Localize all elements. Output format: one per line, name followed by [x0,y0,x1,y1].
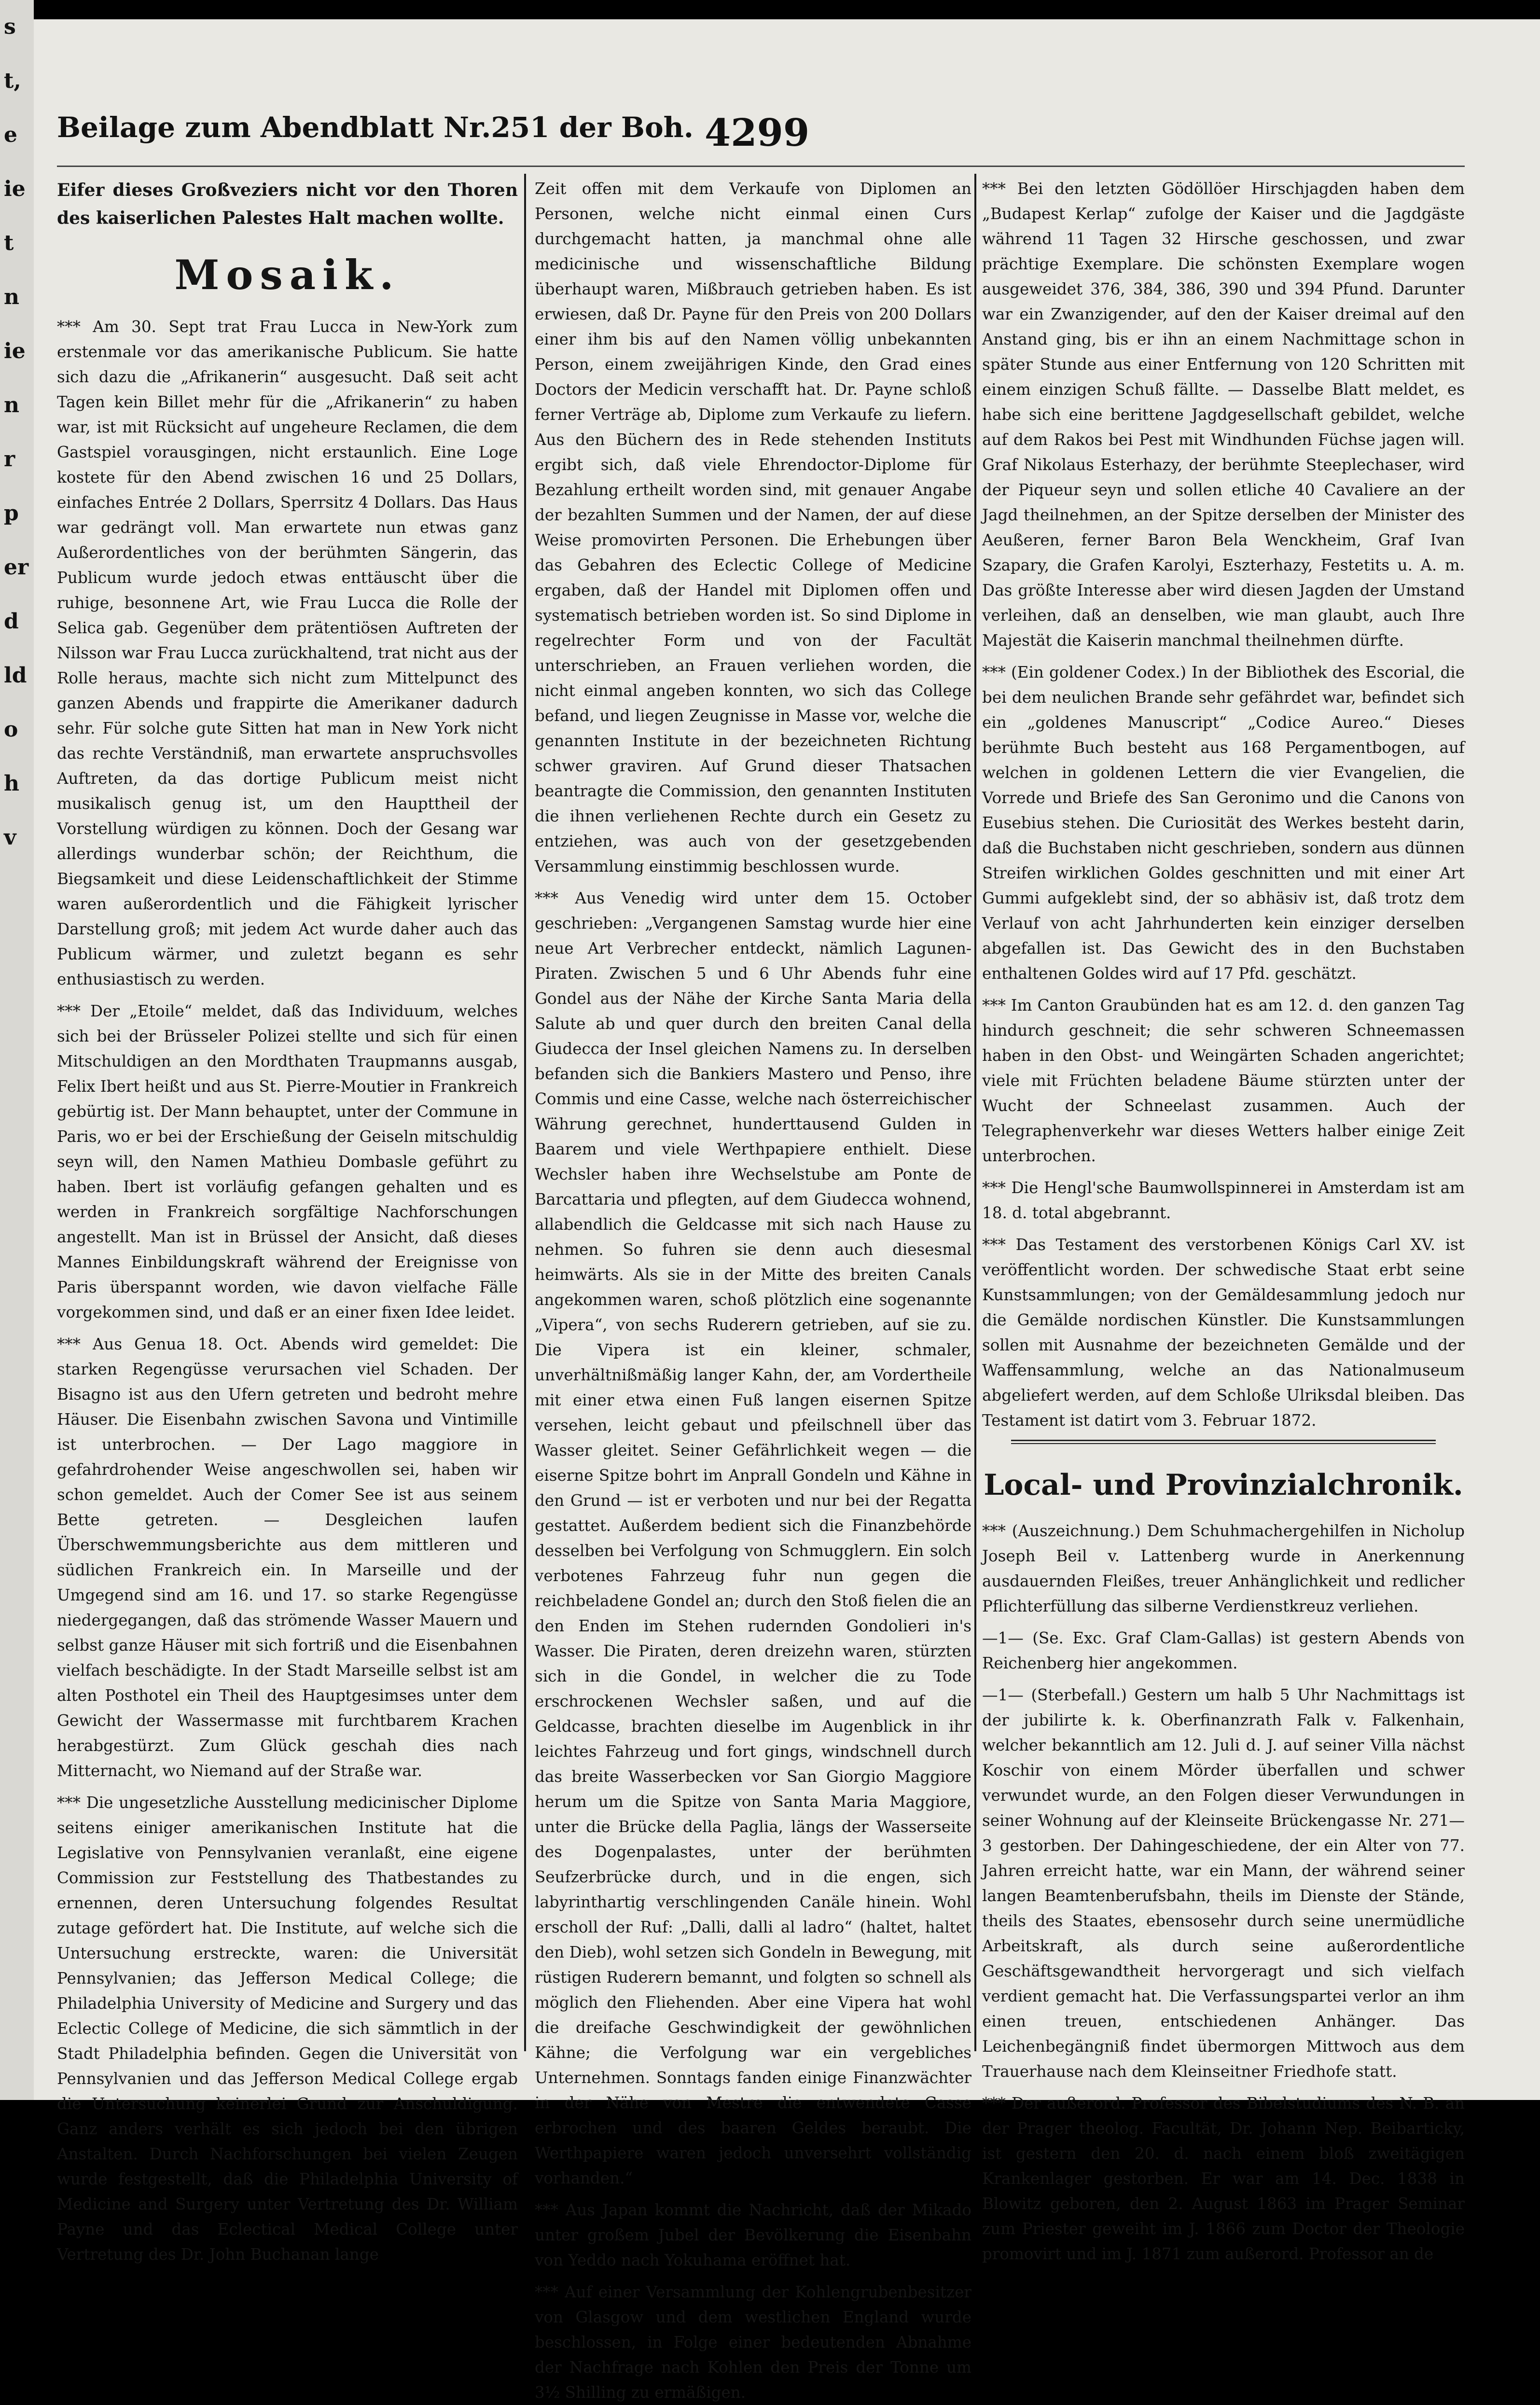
column-left [57,176,518,2264]
column-middle [535,176,971,2402]
margin-fragment: p [4,501,19,526]
margin-fragment: o [4,717,18,742]
local-paragraph: *** (Auszeichnung.) Dem Schuhmachergehilfen in Nicholup Joseph Beil v. Lattenberg wurde in Anerkennung ausdauernden Fleißes, treuer Anhänglichkeit und redlicher Pflichterfüllung das silberne Verdienstkreuz verliehen. [982,1522,1465,1615]
column-right [982,176,1465,2263]
continued-text: Eifer dieses Großveziers nicht vor den Thoren des kaiserlichen Palestes Halt machen wollte. [57,180,518,228]
margin-fragment: e [4,123,17,147]
margin-fragment: d [4,609,19,634]
article-paragraph: *** Aus Venedig wird unter dem 15. October geschrieben: „Vergangenen Samstag wurde hier eine neue Art Verbrecher entdeckt, nämlich Lagunen-Piraten. Zwischen 5 und 6 Uhr Abends fuhr eine Gondel aus der Nähe der Kirche Santa Maria della Salute ab und quer durch den breiten Canal della Giudecca der Insel gleichen Namens zu. In derselben befanden sich die Bankiers Mastero und Penso, ihre Commis und eine Casse, welche nach österreichischer Währung gerechnet, hunderttausend Gulden in Baarem und viele Werthpapiere enthielt. Diese Wechsler haben ihre Wechselstube am Ponte de Barcattaria und pflegten, auf dem Giudecca wohnend, allabendlich die Geldcasse mit sich nach Hause zu nehmen. So fuhren sie denn auch diesesmal heimwärts. Als sie in der Mitte des breiten Canals angekommen waren, schoß plötzlich eine sogenannte „Vipera“, von sechs Ruderern getrieben, auf sie zu. Die Vipera ist ein kleiner, schmaler, unverhältnißmäßig langer Kahn, der, am Vordertheile mit einer etwa einen Fuß langen eisernen Spitze versehen, leicht gebaut und pfeilschnell über das Wasser gleitet. Seiner Gefährlichkeit wegen — die eiserne Spitze bohrt im Anprall Gondeln und Kähne in den Grund — ist er verboten und nur bei der Regatta gestattet. Außerdem bedient sich die Finanzbehörde desselben bei Verfolgung von Schmugglern. Ein solch verbotenes Fahrzeug fuhr nun gegen die reichbeladene Gondel an; durch den Stoß fielen die an den Enden im Stehen rudernden Gondolieri in's Wasser. Die Piraten, deren dreizehn waren, stürzten sich in die Gondel, in welcher die zu Tode erschrockenen Wechsler saßen, und auf die Geldcasse, brachten dieselbe im Augenblick in ihr leichtes Fahrzeug und fort gings, windschnell durch das breite Wasserbecken vor San Giorgio Maggiore herum um die Spitze von Santa Maria Maggiore, unter die Brücke della Paglia, längs der Wasserseite des Dogenpalastes, unter der berühmten Seufzerbrücke durch, und in die engen, sich labyrinthartig verschlingenden Canäle hinein. Wohl erscholl der Ruf: „Dalli, dalli al ladro“ (haltet, haltet den Dieb), wohl setzen sich Gondeln in Bewegung, mit rüstigen Ruderern bemannt, und folgten so schnell als möglich den Fliehenden. Aber eine Vipera hat wohl die dreifache Geschwindigkeit der gewöhnlichen Kähne; die Verfolgung war ein vergebliches Unternehmen. Sonntags fanden einige Finanzwächter in der Nähe von Mestre die entwendete Casse erbrochen und des baaren Geldes beraubt. Die Werthpapiere waren jedoch unversehrt vollständig vorhanden.“ [535,889,971,2187]
article-paragraph: *** Im Canton Graubünden hat es am 12. d. den ganzen Tag hindurch geschneit; die sehr schweren Schneemassen haben in den Obst- und Weingärten Schaden angerichtet; viele mit Früchten beladene Bäume stürzten unter der Wucht der Schneelast zusammen. Auch der Telegraphenverkehr war dieses Wetters halber einige Zeit unterbrochen. [982,996,1465,1165]
margin-fragment: n [4,285,19,309]
article-paragraph: *** Aus Japan kommt die Nachricht, daß der Mikado unter großem Jubel der Bevölkerung die Eisenbahn von Yeddo nach Yokuhama eröffnet hat. [535,2201,971,2269]
margin-fragment: r [4,447,15,472]
article-paragraph: *** Die ungesetzliche Ausstellung medicinischer Diplome seitens einiger amerikanischen Institute hat die Legislative von Pennsylvanien veranlaßt, eine eigene Commission zur Feststellung des Thatbestandes zu ernennen, deren Untersuchung folgendes Resultat zutage gefördert hat. Die Institute, auf welche sich die Untersuchung erstreckte, waren: die Universität Pennsylvanien; das Jefferson Medical College; die Philadelphia University of Medicine and Surgery und das Eclectic College of Medicine, die sich sämmtlich in der Stadt Philadelphia befinden. Gegen die Universität von Pennsylvanien und das Jefferson Medical College ergab die Untersuchung keinerlei Grund zur Anschuldigung. Ganz anders verhält es sich jedoch bei den übrigen Anstalten. Durch Nachforschungen bei vielen Zeugen wurde festgestellt, daß die Philadelphia University of Medicine and Surgery unter Vertretung des Dr. William Payne und das Eclectical Medical College unter Vertretung des Dr. John Buchanan lange [57,1793,518,2264]
margin-fragment: ie [4,339,26,363]
margin-fragment: s [4,14,16,39]
local-paragraph: —1— (Se. Exc. Graf Clam-Gallas) ist gestern Abends von Reichenberg hier angekommen. [982,1629,1465,1672]
article-paragraph: *** Die Hengl'sche Baumwollspinnerei in Amsterdam ist am 18. d. total abgebrannt. [982,1179,1465,1222]
article-paragraph: Zeit offen mit dem Verkaufe von Diplomen an Personen, welche nicht einmal einen Curs durchgemacht hatten, ja manchmal ohne alle medicinische und wissenschaftliche Bildung überhaupt waren, Mißbrauch getrieben haben. Es ist erwiesen, daß Dr. Payne für den Preis von 200 Dollars einer ihm bis auf den Namen völlig unbekannten Person, einem zweijährigen Kinde, den Grad eines Doctors der Medicin verschafft hat. Dr. Payne schloß ferner Verträge ab, Diplome zum Verkaufe zu liefern. Aus den Büchern des in Rede stehenden Instituts ergibt sich, daß viele Ehrendoctor-Diplome für Bezahlung ertheilt worden sind, mit genauer Angabe der bezahlten Summen und der Namen, der auf diese Weise promovirten Personen. Die Erhebungen über das Gebahren des Eclectic College of Medicine ergaben, daß der Handel mit Diplomen offen und systematisch betrieben worden ist. So sind Diplome in regelrechter Form und von der Facultät unterschrieben, an Frauen verliehen worden, die nicht einmal angeben konnten, wo sich das College befand, und liegen Zeugnisse in Masse vor, welche die genannten Institute in der bezeichneten Richtung schwer graviren. Auf Grund dieser Thatsachen beantragte die Commission, den genannten Instituten die ihnen verliehenen Rechte durch ein Gesetz zu entziehen, was auch von der gesetzgebenden Versammlung einstimmig beschlossen wurde. [535,180,971,876]
supplement-title: Beilage zum Abendblatt Nr.251 der Boh. [57,111,694,144]
column-rule [524,174,526,2051]
local-paragraph: *** Der außerord. Professor des Bibelstudiums des N. B. an der Prager theolog. Facultät, Dr. Johann Nep. Beibarticky, ist gestern den 20. d. nach einem bloß zweitägigen Krankenlager gestorben. Er war am 14. Dec. 1838 in Blowitz geboren, den 2. August 1863 im Prager Seminar zum Priester geweiht im J. 1866 zum Doctor der Theologie promovirt und im J. 1871 zum außerord. Professor an de [982,2094,1465,2263]
article-paragraph: *** Auf einer Versammlung der Kohlengrubenbesitzer von Glasgow und dem westlichen England wurde beschlossen, in Folge einer bedeutenden Abnahme der Nachfrage nach Kohlen den Preis der Tonne um 3½ Shilling zu ermäßigen. [535,2283,971,2402]
margin-fragment: t, [4,69,21,93]
article-paragraph: *** Der „Etoile“ meldet, daß das Individuum, welches sich bei der Brüsseler Polizei stellte und sich für einen Mitschuldigen an den Mordthaten Traupmanns ausgab, Felix Ibert heißt und aus St. Pierre-Moutier in Frankreich gebürtig ist. Der Mann behauptet, unter der Commune in Paris, wo er bei der Erschießung der Geiseln mitschuldig seyn will, den Namen Mathieu Dombasle geführt zu haben. Ibert ist vorläufig gefangen gehalten und es werden in Frankreich sorgfältige Nachforschungen angestellt. Man ist in Brüssel der Ansicht, daß dieses Mannes Einbildungskraft während der Ereignisse von Paris überspannt worden, wie davon vielfache Fälle vorgekommen sind, und daß er an einer fixen Idee leidet. [57,1002,518,1321]
article-paragraph: *** (Ein goldener Codex.) In der Bibliothek des Escorial, die bei dem neulichen Brande sehr gefährdet war, befindet sich ein „goldenes Manuscript“ „Codice Aureo.“ Dieses berühmte Buch besteht aus 168 Pergamentbogen, auf welchen in goldenen Lettern die vier Evangelien, die Vorrede und Briefe des San Geronimo und die Canons von Eusebius stehen. Die Curiosität des Werkes besteht darin, daß die Buchstaben nicht geschrieben, sondern aus dünnen Streifen wirklichen Goldes geschnitten und mit einer Art Gummi aufgeklebt sind, der so abhäsiv ist, daß trotz dem Verlauf von acht Jahrhunderten kein einziger derselben abgefallen ist. Das Gewicht des in den Buchstaben enthaltenen Goldes wird auf 17 Pfd. geschätzt. [982,663,1465,983]
margin-fragment: ld [4,663,27,688]
section-divider [1011,1440,1436,1444]
article-paragraph: *** Bei den letzten Gödöllöer Hirschjagden haben dem „Budapest Kerlap“ zufolge der Kaiser und die Jagdgäste während 11 Tagen 32 Hirsche geschossen, und zwar prächtige Exemplare. Die schönsten Exemplare wogen ausgeweidet 376, 384, 386, 390 und 394 Pfund. Darunter war ein Zwanzigender, auf den der Kaiser dreimal auf den Anstand ging, bis er ihn an einem Nachmittage schon in später Stunde aus einer Entfernung von 120 Schritten mit einem einzigen Schuß fällte. — Dasselbe Blatt meldet, es habe sich eine berittene Jagdgesellschaft gebildet, welche auf dem Rakos bei Pest mit Windhunden Füchse jagen will. Graf Nikolaus Esterhazy, der berühmte Steeplechaser, wird der Piqueur seyn und sollen etliche 40 Cavaliere an der Jagd theilnehmen, an der Spitze derselben der Minister des Aeußeren, ferner Baron Bela Wenckheim, Graf Ivan Szapary, die Grafen Karolyi, Eszterhazy, Festetits u. A. m. Das größte Interesse aber wird diesen Jagden der Umstand verleihen, daß an denselben, wie man glaubt, auch Ihre Majestät die Kaiserin manchmal theilnehmen dürfte. [982,180,1465,650]
margin-fragment: ie [4,177,26,201]
section-heading-local: Local- und Provinzialchronik. [984,1468,1463,1502]
article-paragraph: *** Das Testament des verstorbenen Königs Carl XV. ist veröffentlicht worden. Der schwedische Staat erbt seine Kunstsammlungen; von der Gemäldesammlung jedoch nur die Gemälde nordischen Künstler. Die Kunstsammlungen sollen mit Ausnahme der bezeichneten Gemälde und der Waffensammlung, welche an das Nationalmuseum abgeliefert werden, auf dem Schloße Ulriksdal bleiben. Das Testament ist datirt vom 3. Februar 1872. [982,1236,1465,1430]
margin-fragment: h [4,771,19,796]
margin-fragment: v [4,825,16,850]
margin-fragment: n [4,393,19,417]
margin-fragment: t [4,231,14,255]
page-number: 4299 [705,111,810,155]
article-paragraph: *** Aus Genua 18. Oct. Abends wird gemeldet: Die starken Regengüsse verursachen viel Schaden. Der Bisagno ist aus den Ufern getreten und bedroht mehre Häuser. Die Eisenbahn zwischen Savona und Vintimille ist unterbrochen. — Der Lago maggiore in gefahrdrohender Weise angeschwollen sei, haben wir schon gemeldet. Auch der Comer See ist aus seinem Bette getreten. — Desgleichen laufen Überschwemmungsberichte aus dem mittleren und südlichen Frankreich ein. In Marseille und der Umgegend sind am 16. und 17. so starke Regengüsse niedergegangen, daß das strömende Wasser Mauern und selbst ganze Häuser mit sich fortriß und die Eisenbahnen vielfach beschädigte. In der Stadt Marseille selbst ist am alten Posthotel ein Theil des Hauptgesimses unter dem Gewicht der Wassermasse mit furchtbarem Krachen herabgestürzt. Zum Glück geschah dies nach Mitternacht, wo Niemand auf der Straße war. [57,1335,518,1780]
column-rule [974,174,976,2051]
adjacent-page-strip [0,0,34,2100]
header-rule [57,166,1465,167]
local-paragraph: —1— (Sterbefall.) Gestern um halb 5 Uhr Nachmittags ist der jubilirte k. k. Oberfinanzrath Falk v. Falkenhain, welcher bekanntlich am 12. Juli d. J. auf seiner Villa nächst Koschir von einem Mörder überfallen und schwer verwundet wurde, an den Folgen dieser Verwundungen in seiner Wohnung auf der Kleinseite Brückengasse Nr. 271—3 gestorben. Der Dahingeschiedene, der ein Alter von 77. Jahren erreicht hatte, war ein Mann, der während seiner langen Beamtenberufsbahn, theils im Dienste der Stände, theils des Staates, ebensosehr durch seine unermüdliche Arbeitskraft, als durch seine außerordentliche Geschäftsgewandtheit hervorgeragt und sich vielfach verdient gemacht hat. Die Verfassungspartei verlor an ihm einen treuen, entschiedenen Anhänger. Das Leichenbegängniß findet übermorgen Mittwoch aus dem Trauerhause nach dem Kleinseitner Friedhofe statt. [982,1686,1465,2081]
section-heading-mosaik: Mosaik. [174,251,401,299]
article-paragraph: *** Am 30. Sept trat Frau Lucca in New-York zum erstenmale vor das amerikanische Publicum. Sie hatte sich dazu die „Afrikanerin“ ausgesucht. Daß seit acht Tagen kein Billet mehr für die „Afrikanerin“ zu haben war, ist mit Rücksicht auf ungeheure Reclamen, die dem Gastspiel vorausgingen, nicht erstaunlich. Eine Loge kostete für den Abend zwischen 16 und 25 Dollars, einfaches Entrée 2 Dollars, Sperrsitz 4 Dollars. Das Haus war gedrängt voll. Man erwartete nun etwas ganz Außerordentliches von der berühmten Sängerin, das Publicum wurde jedoch etwas enttäuscht über die ruhige, besonnene Art, wie Frau Lucca die Rolle der Selica gab. Gegenüber dem prätentiösen Auftreten der Nilsson war Frau Lucca zurückhaltend, trat nicht aus der Rolle heraus, machte sich nicht zum Mittelpunct des ganzen Abends und frappirte die Amerikaner dadurch sehr. Für solche gute Sitten hat man in New York nicht das rechte Verständniß, man erwartete anspruchsvolles Auftreten, da das dortige Publicum meist nicht musikalisch genug ist, um den Haupttheil der Vorstellung würdigen zu können. Doch der Gesang war allerdings wunderbar schön; der Reichthum, die Biegsamkeit und diese Leidenschaftlichkeit der Stimme waren außerordentlich und die Fähigkeit lyrischer Darstellung groß; mit jedem Act wurde daher auch das Publicum wärmer, und zuletzt begann es sehr enthusiastisch zu werden. [57,318,518,988]
margin-fragment: er [4,555,29,580]
